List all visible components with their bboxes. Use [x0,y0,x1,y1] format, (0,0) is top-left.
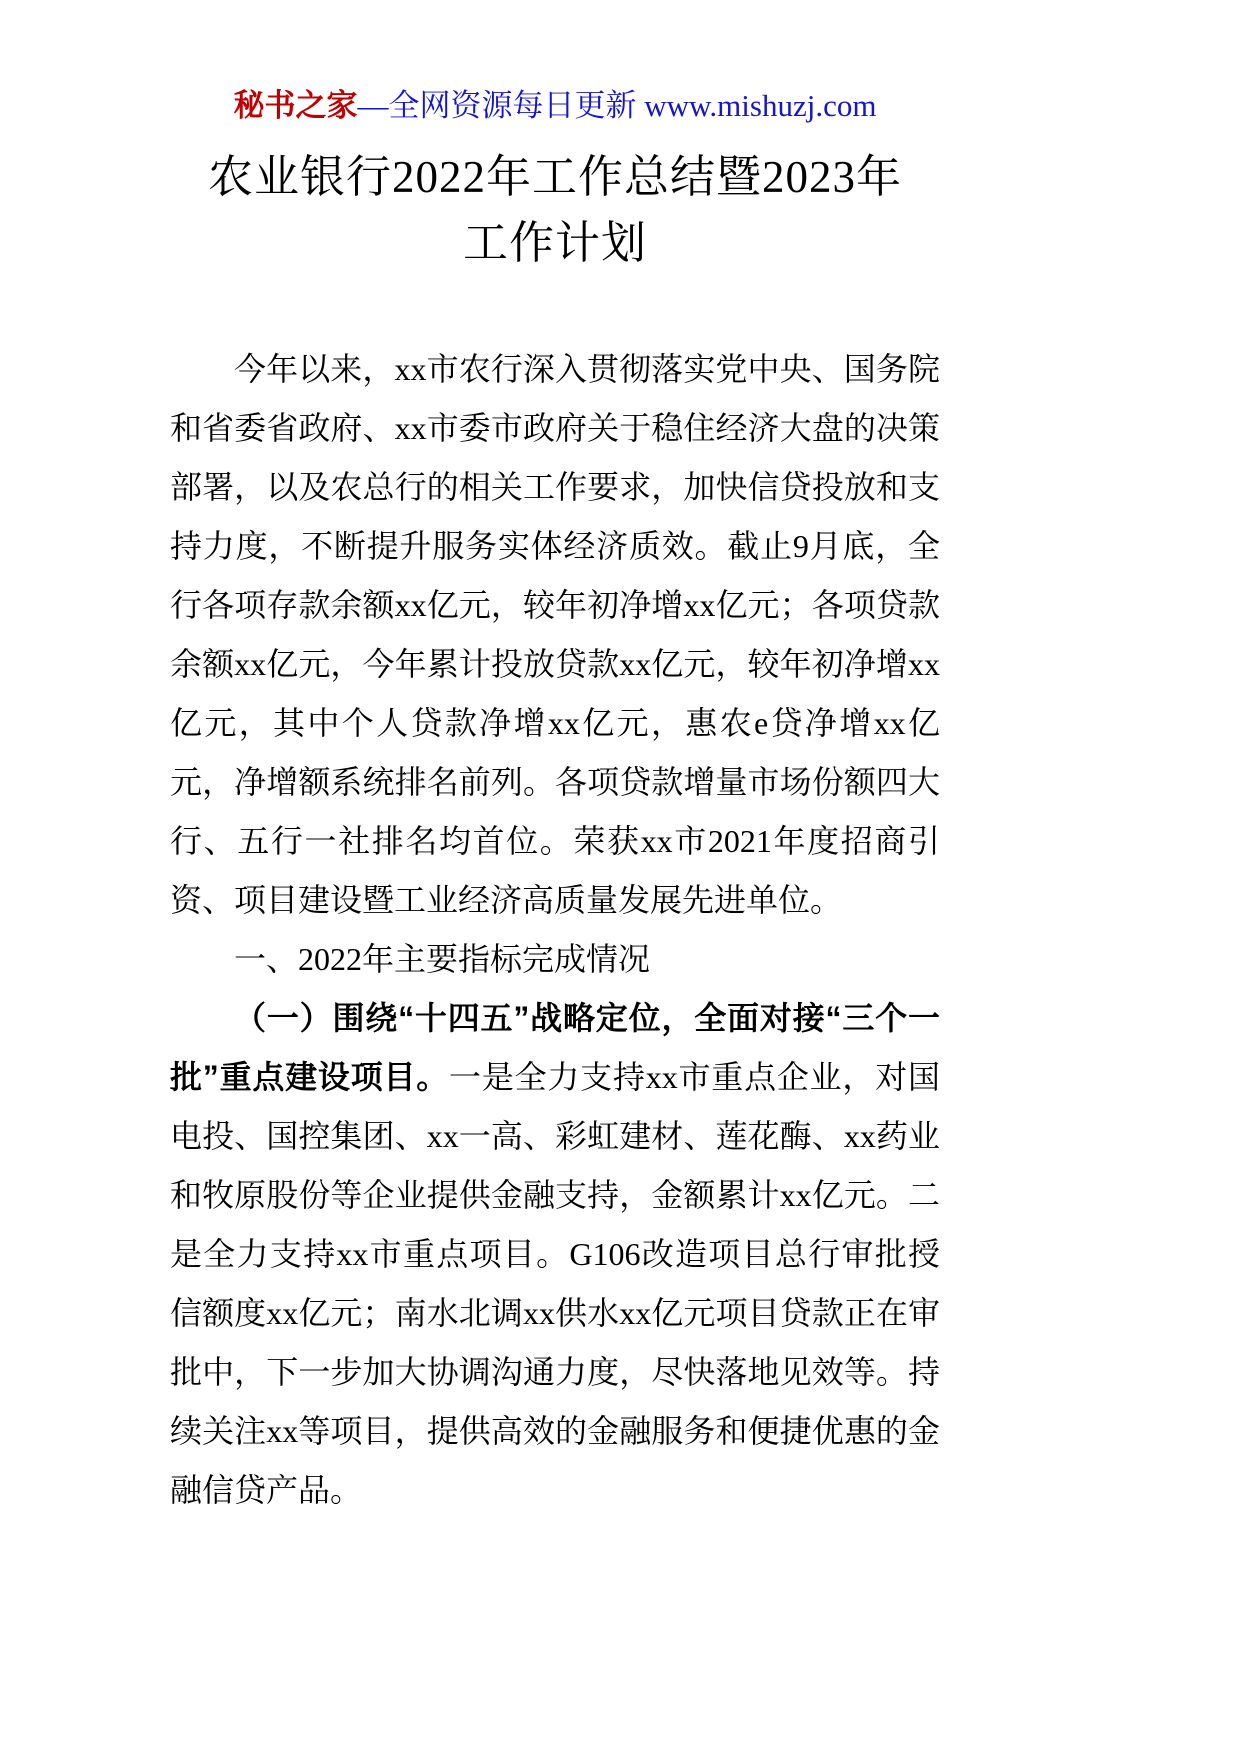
site-brand: 秘书之家 [233,88,358,123]
document-title-line2: 工作计划 [462,218,647,268]
document-title-line1: 农业银行2022年工作总结暨2023年 [207,152,902,202]
paragraph-regular-run: 一是全力支持xx市重点企业，对国电投、国控集团、xx一高、彩虹建材、莲花酶、xx药业和牧原股份等企业提供金融支持，金额累计xx亿元。二是全力支持xx市重点项目。G106改造项目总行审批授信额度xx亿元；南水北调xx供水xx亿元项目贷款正在审批中，下一步加大协调沟通力度，尽快落地见效等。持续关注xx等项目，提供高效的金融服务和便捷优惠的金融信贷产品。 [170,1059,940,1508]
section-heading-2022-indicators: 一、2022年主要指标完成情况 [234,941,651,977]
document-title [170,144,940,276]
paragraph-bold-lead: （一）围绕“十四五”战略定位，全面对接“三个一批”重点建设项目。 [170,1000,940,1095]
paragraph-section-1-1 [170,989,940,1520]
site-tagline-url: —全网资源每日更新 www.mishuzj.com [357,88,877,123]
site-header [170,84,940,128]
paragraph-intro: 今年以来，xx市农行深入贯彻落实党中央、国务院和省委省政府、xx市委市政府关于稳住经济大盘的决策部署，以及农总行的相关工作要求，加快信贷投放和支持力度，不断提升服务实体经济质效。截止9月底，全行各项存款余额xx亿元，较年初净增xx亿元；各项贷款余额xx亿元，今年累计投放贷款xx亿元，较年初净增xx亿元，其中个人贷款净增xx亿元，惠农e贷净增xx亿元，净增额系统排名前列。各项贷款增量市场份额四大行、五行一社排名均首位。荣获xx市2021年度招商引资、项目建设暨工业经济高质量发展先进单位。 [170,351,940,918]
